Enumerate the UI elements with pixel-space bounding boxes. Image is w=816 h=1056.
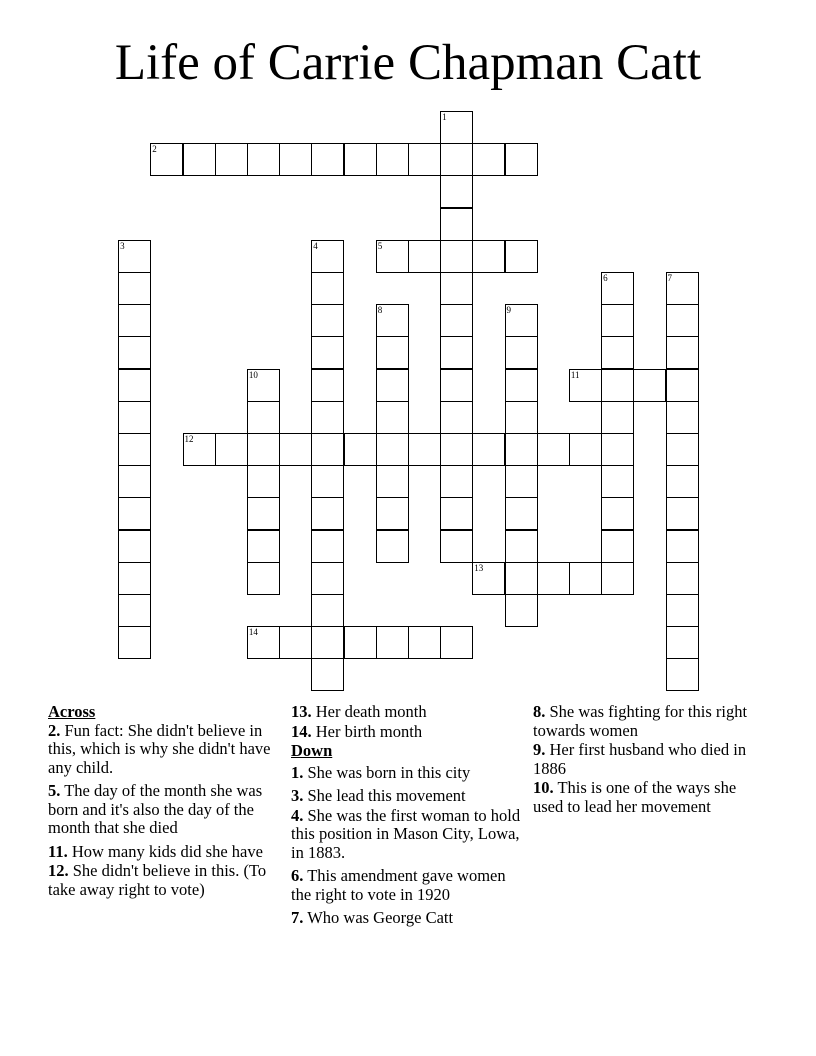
- grid-cell[interactable]: [118, 594, 151, 627]
- clue-number: 7: [667, 273, 672, 283]
- grid-cell[interactable]: [311, 336, 344, 369]
- grid-cell[interactable]: [118, 465, 151, 498]
- grid-cell[interactable]: [505, 369, 538, 402]
- clue-across-2: 2. Fun fact: She didn't believe in this, which is why she didn't have any child.: [48, 720, 271, 777]
- clue-number: 9: [506, 305, 511, 316]
- grid-cell[interactable]: [376, 497, 409, 530]
- puzzle-title: Life of Carrie Chapman Catt: [114, 35, 702, 91]
- grid-cell[interactable]: [247, 401, 280, 434]
- grid-cell[interactable]: [118, 626, 151, 659]
- grid-cell[interactable]: [247, 562, 280, 595]
- grid-cell[interactable]: [215, 433, 248, 466]
- grid-cell[interactable]: [376, 304, 409, 337]
- grid-cell[interactable]: [440, 401, 473, 434]
- grid-cell[interactable]: [118, 497, 151, 530]
- grid-cell[interactable]: [215, 143, 248, 176]
- grid-cell[interactable]: [311, 369, 344, 402]
- grid-cell[interactable]: [376, 433, 409, 466]
- grid-cell[interactable]: [279, 143, 312, 176]
- grid-cell[interactable]: [311, 304, 344, 337]
- grid-cell[interactable]: [247, 497, 280, 530]
- grid-cell[interactable]: [569, 562, 602, 595]
- grid-cell[interactable]: [311, 433, 344, 466]
- grid-cell[interactable]: [440, 208, 473, 241]
- clue-number: 12: [184, 434, 194, 444]
- grid-cell[interactable]: [505, 143, 538, 176]
- grid-cell[interactable]: [247, 433, 280, 466]
- grid-cell[interactable]: [344, 433, 377, 466]
- grid-cell[interactable]: [505, 240, 538, 273]
- grid-cell[interactable]: [537, 562, 570, 595]
- grid-cell[interactable]: [118, 530, 151, 563]
- grid-cell[interactable]: [183, 433, 216, 466]
- grid-cell[interactable]: [505, 562, 538, 595]
- grid-cell[interactable]: [505, 304, 538, 337]
- clue-number: 6: [603, 273, 608, 283]
- grid-cell[interactable]: [118, 369, 151, 402]
- grid-cell[interactable]: [440, 465, 473, 498]
- grid-cell[interactable]: [601, 465, 634, 498]
- grid-cell[interactable]: [601, 433, 634, 466]
- grid-cell[interactable]: [118, 562, 151, 595]
- grid-cell[interactable]: [666, 401, 699, 434]
- grid-cell[interactable]: [472, 143, 505, 176]
- grid-cell[interactable]: [344, 143, 377, 176]
- grid-cell[interactable]: [376, 240, 409, 273]
- grid-cell[interactable]: [247, 626, 280, 659]
- grid-cell[interactable]: [666, 272, 699, 305]
- grid-cell[interactable]: [247, 143, 280, 176]
- grid-cell[interactable]: [247, 465, 280, 498]
- grid-cell[interactable]: [118, 304, 151, 337]
- clue-number: 1: [442, 112, 447, 122]
- clue-down-3: 3. She lead this movement: [291, 786, 466, 805]
- grid-cell[interactable]: [376, 369, 409, 402]
- grid-cell[interactable]: [601, 530, 634, 563]
- grid-cell[interactable]: [440, 143, 473, 176]
- grid-cell[interactable]: [311, 143, 344, 176]
- clue-across-14: 14. Her birth month: [291, 721, 423, 741]
- grid-cell[interactable]: [601, 304, 634, 337]
- clue-across-5: 5. The day of the month she was born and it's also the day of the month that she died: [48, 781, 263, 837]
- grid-cell[interactable]: [505, 336, 538, 369]
- grid-cell[interactable]: [666, 304, 699, 337]
- grid-cell[interactable]: [311, 272, 344, 305]
- clue-down-7: 7. Who was George Catt: [291, 908, 454, 927]
- grid-cell[interactable]: [601, 562, 634, 595]
- grid-cell[interactable]: [440, 626, 473, 659]
- clue-number: 11: [570, 369, 580, 380]
- grid-cell[interactable]: [440, 304, 473, 337]
- grid-cell[interactable]: [440, 497, 473, 530]
- grid-cell[interactable]: [311, 530, 344, 563]
- grid-cell[interactable]: [376, 336, 409, 369]
- grid-cell[interactable]: [569, 369, 602, 402]
- clue-down-4: 4. She was the first woman to hold this position in Mason City, Lowa, in 1883.: [291, 805, 521, 862]
- grid-cell[interactable]: [376, 465, 409, 498]
- grid-cell[interactable]: [666, 658, 699, 691]
- clue-down-9: 9. Her first husband who died in 1886: [533, 740, 747, 778]
- grid-cell[interactable]: [505, 401, 538, 434]
- grid-cell[interactable]: [118, 433, 151, 466]
- grid-cell[interactable]: [440, 240, 473, 273]
- grid-cell[interactable]: [569, 433, 602, 466]
- grid-cell[interactable]: [311, 562, 344, 595]
- grid-cell[interactable]: [118, 240, 151, 273]
- clue-number: 13: [474, 562, 484, 573]
- grid-cell[interactable]: [376, 530, 409, 563]
- grid-cell[interactable]: [183, 143, 216, 176]
- grid-cell[interactable]: [505, 530, 538, 563]
- grid-cell[interactable]: [505, 465, 538, 498]
- grid-cell[interactable]: [376, 626, 409, 659]
- clue-number: 10: [248, 369, 258, 380]
- grid-cell[interactable]: [537, 433, 570, 466]
- clue-down-1: 1. She was born in this city: [291, 762, 471, 782]
- grid-cell[interactable]: [472, 562, 505, 595]
- grid-cell[interactable]: [601, 369, 634, 402]
- grid-cell[interactable]: [408, 433, 441, 466]
- clues-column-3: [533, 703, 753, 821]
- grid-cell[interactable]: [440, 336, 473, 369]
- grid-cell[interactable]: [666, 369, 699, 402]
- grid-cell[interactable]: [440, 111, 473, 144]
- grid-cell[interactable]: [279, 433, 312, 466]
- clue-number: 2: [152, 144, 157, 155]
- clue-number: 8: [377, 305, 383, 316]
- grid-cell[interactable]: [666, 626, 699, 659]
- grid-cell[interactable]: [279, 626, 312, 659]
- grid-cell[interactable]: [311, 465, 344, 498]
- grid-cell[interactable]: [601, 497, 634, 530]
- grid-cell[interactable]: [247, 369, 280, 402]
- grid-cell[interactable]: [376, 401, 409, 434]
- clue-number: 14: [248, 627, 258, 638]
- clues-column-2: [291, 703, 523, 933]
- clue-number: 4: [313, 240, 318, 251]
- grid-cell[interactable]: [666, 562, 699, 595]
- clue-down-10: 10. This is one of the ways she used to lead her movement: [533, 778, 737, 816]
- grid-cell[interactable]: [601, 401, 634, 434]
- grid-cell[interactable]: [311, 594, 344, 627]
- grid-cell[interactable]: [408, 143, 441, 176]
- clue-across-13: 13. Her death month: [291, 702, 427, 721]
- grid-cell[interactable]: [311, 658, 344, 691]
- grid-cell[interactable]: [118, 336, 151, 369]
- grid-cell[interactable]: [408, 240, 441, 273]
- grid-cell[interactable]: [440, 433, 473, 466]
- grid-cell[interactable]: [601, 272, 634, 305]
- grid-cell[interactable]: [376, 143, 409, 176]
- grid-cell[interactable]: [247, 530, 280, 563]
- grid-cell[interactable]: [311, 240, 344, 273]
- grid-cell[interactable]: [118, 401, 151, 434]
- grid-cell[interactable]: [344, 626, 377, 659]
- grid-cell[interactable]: [505, 594, 538, 627]
- grid-cell[interactable]: [505, 497, 538, 530]
- clue-number: 3: [120, 240, 125, 251]
- clue-across-11: 11. How many kids did she have: [48, 841, 263, 861]
- grid-cell[interactable]: [440, 530, 473, 563]
- grid-cell[interactable]: [601, 336, 634, 369]
- clues-column-1: [48, 703, 283, 904]
- grid-cell[interactable]: [150, 143, 183, 176]
- grid-cell[interactable]: [633, 369, 666, 402]
- grid-cell[interactable]: [666, 497, 699, 530]
- grid-cell[interactable]: [440, 272, 473, 305]
- grid-cell[interactable]: [311, 497, 344, 530]
- grid-cell[interactable]: [440, 175, 473, 208]
- grid-cell[interactable]: [311, 401, 344, 434]
- clue-across-12: 12. She didn't believe in this. (To take away right to vote): [48, 861, 267, 899]
- grid-cell[interactable]: [472, 240, 505, 273]
- grid-cell[interactable]: [408, 626, 441, 659]
- grid-cell[interactable]: [440, 369, 473, 402]
- grid-cell[interactable]: [666, 530, 699, 563]
- grid-cell[interactable]: [505, 433, 538, 466]
- clue-down-8: 8. She was fighting for this right towards women: [533, 702, 748, 740]
- grid-cell[interactable]: [472, 433, 505, 466]
- grid-cell[interactable]: [666, 336, 699, 369]
- down-heading: Down: [291, 741, 333, 760]
- grid-cell[interactable]: [311, 626, 344, 659]
- grid-cell[interactable]: [666, 594, 699, 627]
- clue-down-6: 6. This amendment gave women the right to vote in 1920: [291, 866, 506, 904]
- grid-cell[interactable]: [666, 465, 699, 498]
- grid-cell[interactable]: [118, 272, 151, 305]
- grid-cell[interactable]: [666, 433, 699, 466]
- across-heading: Across: [48, 702, 96, 721]
- clue-number: 5: [377, 240, 383, 251]
